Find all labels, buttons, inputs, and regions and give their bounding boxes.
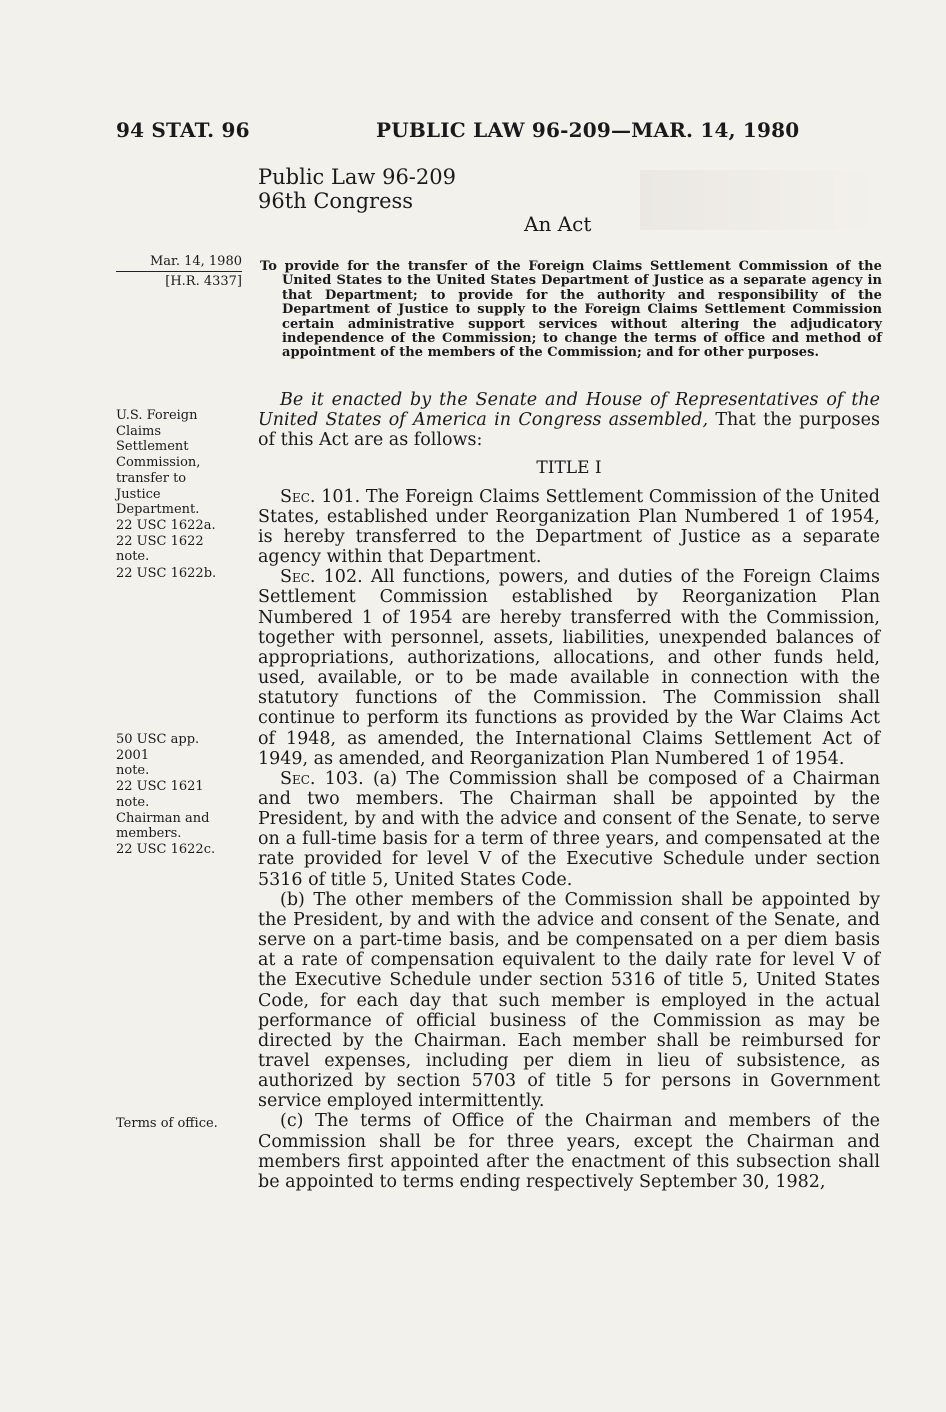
section-text: The Foreign Claims Settlement Commission of the United States, established under Reorganization Plan Numbered 1 of 1954, is hereby transferred to the Department of Justice as a separate agency within that Department. <box>258 486 880 568</box>
section-label: Sec. 102. <box>280 567 363 588</box>
section-text: All functions, powers, and duties of the Foreign Claims Settlement Commission established by Reorganization Plan Numbered 1 of 1954 are hereby transferred with the Commission, together with personnel, assets, liabilities, unexpended balances of appropriations, authorizations, allocations, and other funds held, used, available, or to be made available in connection with the statutory functions of the Commission. The Commission shall continue to perform its functions as provided by the War Claims Act of 1948, as amended, the International Claims Settlement Act of 1949, as amended, and Reorganization Plan Numbered 1 of 1954. <box>258 567 880 769</box>
title-heading: TITLE I <box>536 458 602 479</box>
public-law-number: Public Law 96-209 <box>258 165 456 189</box>
sidenote-line: Department. <box>116 502 200 518</box>
section-text: (a) The Commission shall be composed of a Chairman and two members. The Chairman shall be appointed by the President, by and with the advice and consent of the Senate, to serve on a full-time basis for a term of three years, and compensated at the rate provided for level V of the Executive Schedule under section 5316 of title 5, United States Code. <box>258 768 880 890</box>
section-102 <box>258 567 880 769</box>
statute-body <box>258 390 880 1192</box>
congress-number: 96th Congress <box>258 189 414 213</box>
margin-bill-number: [H.R. 4337] <box>165 274 242 289</box>
sidenote-line: note. <box>116 549 150 565</box>
sidenote-line: Claims <box>116 423 162 439</box>
sidenote-1622b: 22 USC 1622b. <box>116 566 217 581</box>
sidenote-line: 22 USC 1621 <box>116 779 204 795</box>
section-label: Sec. 101. <box>280 486 361 507</box>
sidenote-transfer <box>116 408 236 565</box>
sidenote-line: Settlement <box>116 439 189 455</box>
sidenote-chairman <box>116 732 236 858</box>
sidenote-line: Justice <box>116 486 161 502</box>
purpose-clause <box>260 260 882 361</box>
sidenote-line: Chairman and <box>116 810 210 826</box>
sidenote-line: 50 USC app. 2001 <box>116 732 200 763</box>
law-title-block <box>258 165 456 213</box>
bleed-through-shade <box>640 170 880 230</box>
section-101 <box>258 487 880 568</box>
enacting-clause <box>258 390 880 450</box>
sidenote-line: note. <box>116 794 150 810</box>
running-head: PUBLIC LAW 96-209—MAR. 14, 1980 <box>376 118 800 142</box>
sidenote-line: note. <box>116 763 150 779</box>
section-103c: (c) The terms of Office of the Chairman and members of the Commission shall be for three years, except the Chairman and members first appointed after the enactment of this subsection shall be appointed to terms ending respectively September 30, 1982, <box>258 1111 880 1192</box>
act-heading: An Act <box>524 212 592 236</box>
sidenote-line: transfer to <box>116 470 187 486</box>
sidenote-line: 22 USC 1622c. <box>116 841 216 857</box>
enacting-clause-rest: That the purposes of this Act are as follows: <box>258 410 880 451</box>
margin-date: Mar. 14, 1980 <box>116 254 242 272</box>
margin-date-block <box>116 254 242 290</box>
section-label: Sec. 103. <box>280 768 364 789</box>
section-103a <box>258 769 880 890</box>
sidenote-line: members. <box>116 826 182 842</box>
section-103b: (b) The other members of the Commission shall be appointed by the President, by and with the advice and consent of the Senate, and serve on a part-time basis, and be compensated on a per diem basis at a rate of compensation equivalent to the daily rate for level V of the Executive Schedule under section 5316 of title 5, United States Code, for each day that such member is employed in the actual performance of official business of the Commission as may be directed by the Chairman. Each member shall be reimbursed for travel expenses, including per diem in lieu of subsistence, as authorized by section 5703 of title 5 for persons in Government service employed intermittently. <box>258 889 880 1112</box>
sidenote-line: Commission, <box>116 455 201 471</box>
sidenote-line: 22 USC 1622 <box>116 533 204 549</box>
purpose-text: To provide for the transfer of the Foreign Claims Settlement Commission of the United States to the United States Department of Justice as a separate agency in that Department; to provide for the authority and responsibility of the Department of Justice to supply to the Foreign Claims Settlement Commission certain administrative support services without altering the adjudicatory independence of the Commission; to change the terms of office and method of appointment of the members of the Commission; and for other purposes. <box>260 259 882 361</box>
sidenote-terms-of-office: Terms of office. <box>116 1116 218 1131</box>
sidenote-line: 22 USC 1622a. <box>116 517 216 533</box>
sidenote-line: U.S. Foreign <box>116 408 198 423</box>
page-stat-citation: 94 STAT. 96 <box>116 118 250 142</box>
enacting-clause-italic: Be it enacted by the Senate and House of Representatives of the United States of America in Congress assembled, <box>258 390 880 431</box>
